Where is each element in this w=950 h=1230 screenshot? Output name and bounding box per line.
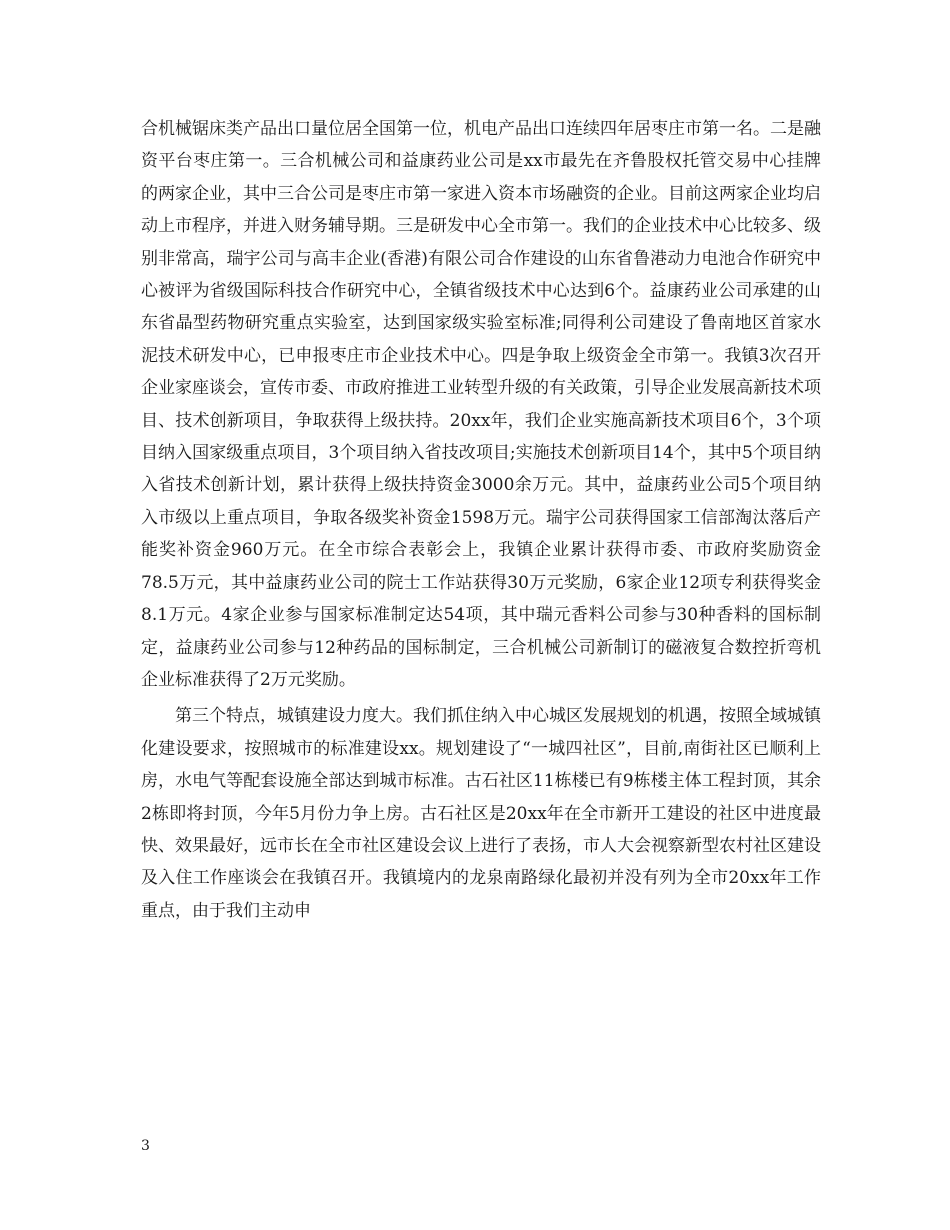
document-body [141, 113, 821, 927]
paragraph-2: 第三个特点，城镇建设力度大。我们抓住纳入中心城区发展规划的机遇，按照全域城镇化建设要求，按照城市的标准建设xx。规划建设了“一城四社区”，目前,南街社区已顺利上房，水电气等配套设施全部达到城市标准。古石社区11栋楼已有9栋楼主体工程封顶，其余2栋即将封顶，今年5月份力争上房。古石社区是20xx年在全市新开工建设的社区中进度最快、效果最好，远市长在全市社区建设会议上进行了表扬，市人大会视察新型农村社区建设及入住工作座谈会在我镇召开。我镇境内的龙泉南路绿化最初并没有列为全市20xx年工作重点，由于我们主动申 [141, 706, 821, 921]
page-number: 3 [141, 1138, 150, 1154]
paragraph-1: 合机械锯床类产品出口量位居全国第一位，机电产品出口连续四年居枣庄市第一名。二是融资平台枣庄第一。三合机械公司和益康药业公司是xx市最先在齐鲁股权托管交易中心挂牌的两家企业，其中三合公司是枣庄市第一家进入资本市场融资的企业。目前这两家企业均启动上市程序，并进入财务辅导期。三是研发中心全市第一。我们的企业技术中心比较多、级别非常高，瑞宇公司与高丰企业(香港)有限公司合作建设的山东省鲁港动力电池合作研究中心被评为省级国际科技合作研究中心，全镇省级技术中心达到6个。益康药业公司承建的山东省晶型药物研究重点实验室，达到国家级实验室标准;同得利公司建设了鲁南地区首家水泥技术研发中心，已申报枣庄市企业技术中心。四是争取上级资金全市第一。我镇3次召开企业家座谈会，宣传市委、市政府推进工业转型升级的有关政策，引导企业发展高新技术项目、技术创新项目，争取获得上级扶持。20xx年，我们企业实施高新技术项目6个，3个项目纳入国家级重点项目，3个项目纳入省技改项目;实施技术创新项目14个，其中5个项目纳入省技术创新计划，累计获得上级扶持资金3000余万元。其中，益康药业公司5个项目纳入市级以上重点项目，争取各级奖补资金1598万元。瑞宇公司获得国家工信部淘汰落后产能奖补资金960万元。在全市综合表彰会上，我镇企业累计获得市委、市政府奖励资金78.5万元，其中益康药业公司的院士工作站获得30万元奖励，6家企业12项专利获得奖金8.1万元。4家企业参与国家标准制定达54项，其中瑞元香料公司参与30种香料的国标制定，益康药业公司参与12种药品的国标制定，三合机械公司新制订的磁液复合数控折弯机企业标准获得了2万元奖励。 [141, 119, 821, 690]
